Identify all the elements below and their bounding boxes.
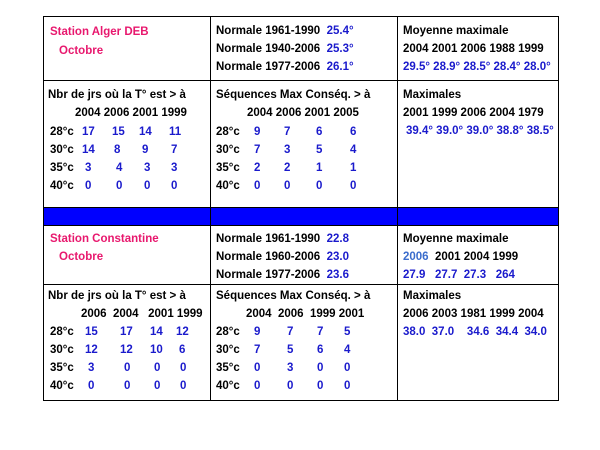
maximales-values: 39.4° 39.0° 39.0° 38.8° 38.5° bbox=[406, 125, 554, 137]
threshold-label: 28°c bbox=[216, 326, 240, 338]
moyenne-years: 2006 2001 2004 1999 bbox=[403, 251, 519, 263]
moyenne-values: 29.5° 28.9° 28.5° 28.4° 28.0° bbox=[403, 61, 551, 73]
station-title: Station Constantine bbox=[50, 233, 159, 245]
constantine-station-cell bbox=[44, 226, 211, 285]
alger-moyenne-cell bbox=[398, 17, 559, 81]
sequence-value: 9 bbox=[254, 326, 261, 338]
sequence-value: 0 bbox=[317, 380, 324, 392]
moyenne-values: 27.9 27.7 27.3 264 bbox=[403, 269, 515, 281]
threshold-label: 35°c bbox=[50, 162, 74, 174]
threshold-label: 35°c bbox=[50, 362, 74, 374]
count-value: 15 bbox=[112, 126, 125, 138]
sequence-value: 7 bbox=[254, 144, 261, 156]
sequence-value: 3 bbox=[287, 362, 294, 374]
maximales-values: 38.0 37.0 34.6 34.4 34.0 bbox=[403, 326, 547, 338]
sequence-value: 1 bbox=[316, 162, 323, 174]
count-value: 14 bbox=[150, 326, 163, 338]
normale-row: Normale 1961-1990 22.8 bbox=[216, 233, 349, 245]
count-value: 0 bbox=[180, 362, 187, 374]
station-title: Station Alger DEB bbox=[50, 26, 149, 38]
normale-row: Normale 1940-2006 25.3° bbox=[216, 43, 354, 55]
count-value: 0 bbox=[124, 380, 131, 392]
sequence-value: 7 bbox=[284, 126, 291, 138]
sequence-value: 0 bbox=[344, 362, 351, 374]
normale-row: Normale 1977-2006 23.6 bbox=[216, 269, 349, 281]
count-value: 12 bbox=[85, 344, 98, 356]
count-value: 12 bbox=[176, 326, 189, 338]
sequence-value: 6 bbox=[316, 126, 323, 138]
separator-band bbox=[398, 208, 559, 226]
constantine-seq-cell bbox=[211, 285, 398, 401]
constantine-detail-row bbox=[44, 285, 559, 401]
nbr-title: Nbr de jrs où la T° est > à bbox=[48, 89, 186, 101]
seq-years: 2004 2006 1999 2001 bbox=[246, 308, 365, 320]
sequence-value: 7 bbox=[254, 344, 261, 356]
sequence-value: 0 bbox=[316, 180, 323, 192]
maximales-title: Maximales bbox=[403, 290, 462, 302]
climate-table bbox=[43, 16, 559, 401]
maximales-years: 2006 2003 1981 1999 2004 bbox=[403, 308, 544, 320]
threshold-label: 40°c bbox=[50, 380, 74, 392]
constantine-normales-cell bbox=[211, 226, 398, 285]
constantine-nbr-cell bbox=[44, 285, 211, 401]
count-value: 0 bbox=[124, 362, 131, 374]
sequence-value: 0 bbox=[254, 362, 261, 374]
count-value: 7 bbox=[171, 144, 178, 156]
sequence-value: 0 bbox=[344, 380, 351, 392]
sequence-value: 7 bbox=[317, 326, 324, 338]
count-value: 4 bbox=[116, 162, 123, 174]
seq-title: Séquences Max Conséq. > à bbox=[216, 89, 371, 101]
maximales-years: 2001 1999 2006 2004 1979 bbox=[403, 107, 544, 119]
alger-seq-cell bbox=[211, 81, 398, 208]
sequence-value: 7 bbox=[287, 326, 294, 338]
station-month: Octobre bbox=[59, 45, 104, 57]
count-value: 14 bbox=[82, 144, 95, 156]
maximales-title: Maximales bbox=[403, 89, 462, 101]
count-value: 10 bbox=[150, 344, 163, 356]
sequence-value: 6 bbox=[317, 344, 324, 356]
sequence-value: 5 bbox=[287, 344, 294, 356]
threshold-label: 40°c bbox=[216, 380, 240, 392]
sequence-value: 3 bbox=[284, 144, 291, 156]
constantine-maximales-cell bbox=[398, 285, 559, 401]
count-value: 3 bbox=[171, 162, 178, 174]
constantine-header-row bbox=[44, 226, 559, 285]
normale-row: Normale 1961-1990 25.4° bbox=[216, 25, 354, 37]
threshold-label: 30°c bbox=[216, 144, 240, 156]
count-value: 17 bbox=[82, 126, 95, 138]
threshold-label: 35°c bbox=[216, 362, 240, 374]
threshold-label: 30°c bbox=[216, 344, 240, 356]
count-value: 17 bbox=[120, 326, 133, 338]
sequence-value: 6 bbox=[350, 126, 357, 138]
count-value: 11 bbox=[169, 126, 182, 138]
separator-row bbox=[44, 208, 559, 226]
alger-nbr-cell bbox=[44, 81, 211, 208]
count-value: 15 bbox=[85, 326, 98, 338]
moyenne-title: Moyenne maximale bbox=[403, 25, 509, 37]
sequence-value: 0 bbox=[254, 380, 261, 392]
alger-header-row bbox=[44, 17, 559, 81]
alger-maximales-cell bbox=[398, 81, 559, 208]
threshold-label: 28°c bbox=[50, 126, 74, 138]
threshold-label: 30°c bbox=[50, 344, 74, 356]
sequence-value: 0 bbox=[350, 180, 357, 192]
count-value: 0 bbox=[144, 180, 151, 192]
seq-years: 2004 2006 2001 2005 bbox=[247, 107, 359, 119]
count-value: 0 bbox=[116, 180, 123, 192]
threshold-label: 40°c bbox=[216, 180, 240, 192]
count-value: 6 bbox=[179, 344, 186, 356]
nbr-years: 2006 2004 2001 1999 bbox=[81, 308, 203, 320]
sequence-value: 5 bbox=[316, 144, 323, 156]
constantine-moyenne-cell bbox=[398, 226, 559, 285]
sequence-value: 4 bbox=[344, 344, 351, 356]
sequence-value: 1 bbox=[350, 162, 357, 174]
count-value: 0 bbox=[85, 180, 92, 192]
count-value: 0 bbox=[88, 380, 95, 392]
sequence-value: 5 bbox=[344, 326, 351, 338]
sequence-value: 9 bbox=[254, 126, 261, 138]
alger-normales-cell bbox=[211, 17, 398, 81]
normale-row: Normale 1960-2006 23.0 bbox=[216, 251, 349, 263]
separator-band bbox=[44, 208, 211, 226]
normale-row: Normale 1977-2006 26.1° bbox=[216, 61, 354, 73]
count-value: 8 bbox=[114, 144, 121, 156]
sequence-value: 0 bbox=[284, 180, 291, 192]
threshold-label: 28°c bbox=[216, 126, 240, 138]
nbr-years: 2004 2006 2001 1999 bbox=[75, 107, 187, 119]
count-value: 14 bbox=[139, 126, 152, 138]
nbr-title: Nbr de jrs où la T° est > à bbox=[48, 290, 186, 302]
count-value: 0 bbox=[171, 180, 178, 192]
sequence-value: 2 bbox=[284, 162, 291, 174]
alger-station-cell bbox=[44, 17, 211, 81]
sequence-value: 0 bbox=[254, 180, 261, 192]
threshold-label: 40°c bbox=[50, 180, 74, 192]
separator-band bbox=[211, 208, 398, 226]
count-value: 3 bbox=[85, 162, 92, 174]
sequence-value: 0 bbox=[287, 380, 294, 392]
station-month: Octobre bbox=[59, 251, 104, 263]
count-value: 3 bbox=[144, 162, 151, 174]
count-value: 0 bbox=[154, 380, 161, 392]
threshold-label: 35°c bbox=[216, 162, 240, 174]
threshold-label: 30°c bbox=[50, 144, 74, 156]
count-value: 3 bbox=[88, 362, 95, 374]
count-value: 9 bbox=[142, 144, 149, 156]
moyenne-title: Moyenne maximale bbox=[403, 233, 509, 245]
count-value: 0 bbox=[180, 380, 187, 392]
sequence-value: 4 bbox=[350, 144, 357, 156]
threshold-label: 28°c bbox=[50, 326, 74, 338]
sequence-value: 0 bbox=[317, 362, 324, 374]
count-value: 0 bbox=[154, 362, 161, 374]
alger-detail-row bbox=[44, 81, 559, 208]
count-value: 12 bbox=[120, 344, 133, 356]
sequence-value: 2 bbox=[254, 162, 261, 174]
seq-title: Séquences Max Conséq. > à bbox=[216, 290, 371, 302]
moyenne-years: 2004 2001 2006 1988 1999 bbox=[403, 43, 544, 55]
